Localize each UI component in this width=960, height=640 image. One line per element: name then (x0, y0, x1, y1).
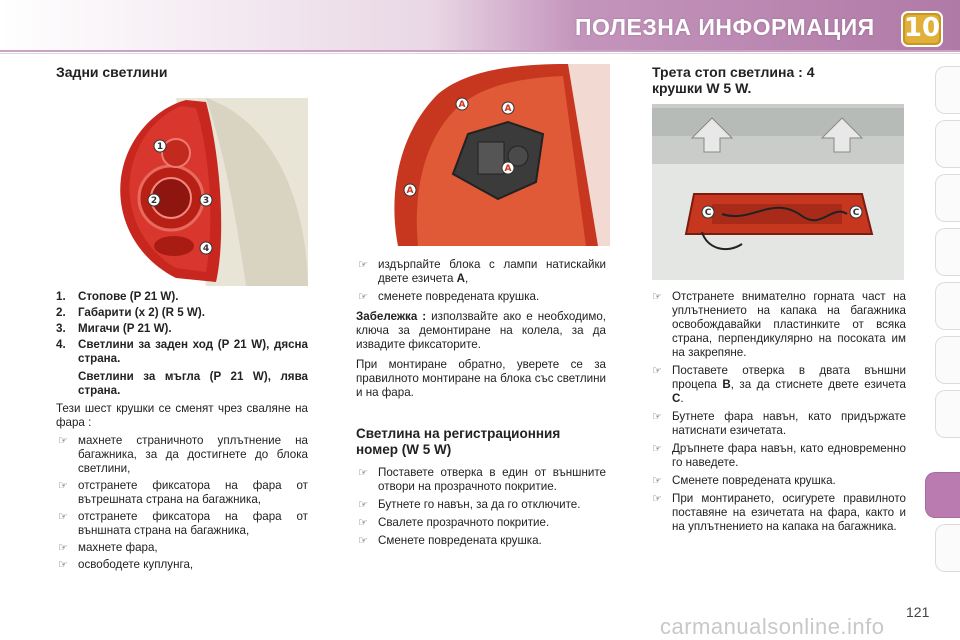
list-text: Мигачи (P 21 W). (78, 322, 172, 335)
bullet (650, 364, 906, 406)
tail-lamp-illustration (56, 98, 308, 286)
bold-ref: A (456, 272, 466, 285)
bullet-text: , (465, 272, 469, 285)
right-text (650, 290, 906, 534)
tab-a-label: A (504, 104, 512, 114)
bullet: ☞ Сменете повредената крушка. (650, 474, 906, 488)
chapter-tab[interactable] (935, 390, 960, 438)
chapter-tabs (920, 60, 960, 620)
list-num: 1. (56, 290, 66, 303)
tab-a-label: A (504, 164, 512, 174)
chapter-number: 10 (903, 13, 941, 43)
brake-light-image (652, 104, 904, 280)
bullet: ☞ Свалете прозрачното покритие. (356, 516, 606, 530)
bullet-text: . (680, 392, 684, 405)
left-text (56, 290, 308, 572)
tab-a-label: A (406, 186, 414, 196)
list-item (56, 290, 308, 304)
list-text: Габарити (x 2) (R 5 W). (78, 306, 205, 319)
list-item (56, 338, 308, 366)
list-item (56, 306, 308, 320)
list-item (56, 322, 308, 336)
note-text: използвайте ако е необходимо, ключа за демонтиране на колела, за да извадите фиксаторите. (356, 310, 606, 351)
tab-a-label: A (458, 100, 466, 110)
bullet: ☞ Отстранете внимателно горната част на уплътнението на капака на багажника освобождавайки пластинките от всяка страна, перпендикулярно на посоката им на закрепяне. (650, 290, 906, 360)
tail-lamp-image (56, 98, 308, 286)
tab-c-label: C (704, 208, 712, 218)
brake-light-illustration (652, 104, 904, 280)
chapter-tab[interactable] (935, 228, 960, 276)
bullet: ☞ махнете фара, (56, 541, 308, 555)
chapter-tab[interactable] (935, 336, 960, 384)
callout-1: 1 (156, 142, 164, 152)
tab-c-label: C (852, 208, 860, 218)
list-text: Светлини за мъгла (P 21 W), лява страна. (78, 370, 308, 397)
chapter-tab[interactable] (935, 66, 960, 114)
page-title: ПОЛЕЗНА ИНФОРМАЦИЯ (575, 14, 875, 40)
callout-2: 2 (150, 196, 158, 206)
bullet-text: , за да стиснете двете езичета (730, 378, 906, 391)
list-item-extra (56, 370, 308, 398)
bold-ref: B (722, 378, 731, 391)
chapter-tab[interactable] (935, 282, 960, 330)
bullet: ☞ сменете повредената крушка. (356, 290, 606, 304)
reassembly-text: При монтиране обратно, уверете се за правилното монтиране на блока със светлини и на фара. (356, 358, 606, 399)
chapter-tab[interactable] (935, 524, 960, 572)
list-text: Стопове (P 21 W). (78, 290, 179, 303)
list-num: 2. (56, 306, 66, 319)
bullet: ☞ Бутнете го навън, за да го отключите. (356, 498, 606, 512)
list-num: 3. (56, 322, 66, 335)
watermark: carmanualsonline.info (660, 614, 885, 639)
bullet: ☞ При монтирането, осигурете правилното поставяне на езичетата на фара, както и на уплътнението на капака на багажника. (650, 492, 906, 534)
page-number: 121 (906, 604, 930, 620)
middle-text (356, 258, 606, 548)
note (356, 310, 606, 352)
callout-3: 3 (202, 196, 210, 206)
plate-light-title: Светлина на регистрационния номер (W 5 W) (356, 426, 561, 457)
chapter-tab[interactable] (935, 120, 960, 168)
left-column (56, 64, 308, 80)
bullet (356, 258, 606, 286)
rear-lights-title: Задни светлини (56, 64, 168, 80)
bullet: ☞ махнете страничното уплътнение на багажника, за да достигнете до блока светлини, (56, 434, 308, 476)
bullet: ☞ освободете куплунга, (56, 558, 308, 572)
bullet: ☞ Дръпнете фара навън, като едновременно го наведете. (650, 442, 906, 470)
bullet: ☞ Поставете отверка в един от външните отвори на прозрачното покритие. (356, 466, 606, 494)
intro-text: Тези шест крушки се сменят чрез сваляне на фара : (56, 402, 308, 429)
list-text: Светлини за заден ход (P 21 W), дясна страна. (78, 338, 308, 365)
chapter-tab-active[interactable] (925, 472, 960, 518)
lamp-unit-image (358, 64, 610, 246)
lamp-unit-illustration (358, 64, 610, 246)
callout-4: 4 (202, 244, 210, 254)
bold-ref: C (672, 392, 681, 405)
bullet: ☞ Сменете повредената крушка. (356, 534, 606, 548)
bullet-text: Поставете отверка в двата външни процепа (672, 364, 906, 391)
bullet-text: издърпайте блока с лампи натискайки двете езичета (378, 258, 606, 285)
bullet: ☞ отстранете фиксатора на фара от вътрешната страна на багажника, (56, 479, 308, 507)
right-column (652, 64, 904, 96)
third-brake-light-title: Трета стоп светлина : 4 крушки W 5 W. (652, 64, 815, 96)
bullet: ☞ Бутнете фара навън, като придържате натиснати езичетата. (650, 410, 906, 438)
bullet: ☞ отстранете фиксатора на фара от външната страна на багажника, (56, 510, 308, 538)
note-label: Забележка : (356, 310, 427, 323)
list-num: 4. (56, 338, 66, 351)
chapter-tab[interactable] (935, 174, 960, 222)
